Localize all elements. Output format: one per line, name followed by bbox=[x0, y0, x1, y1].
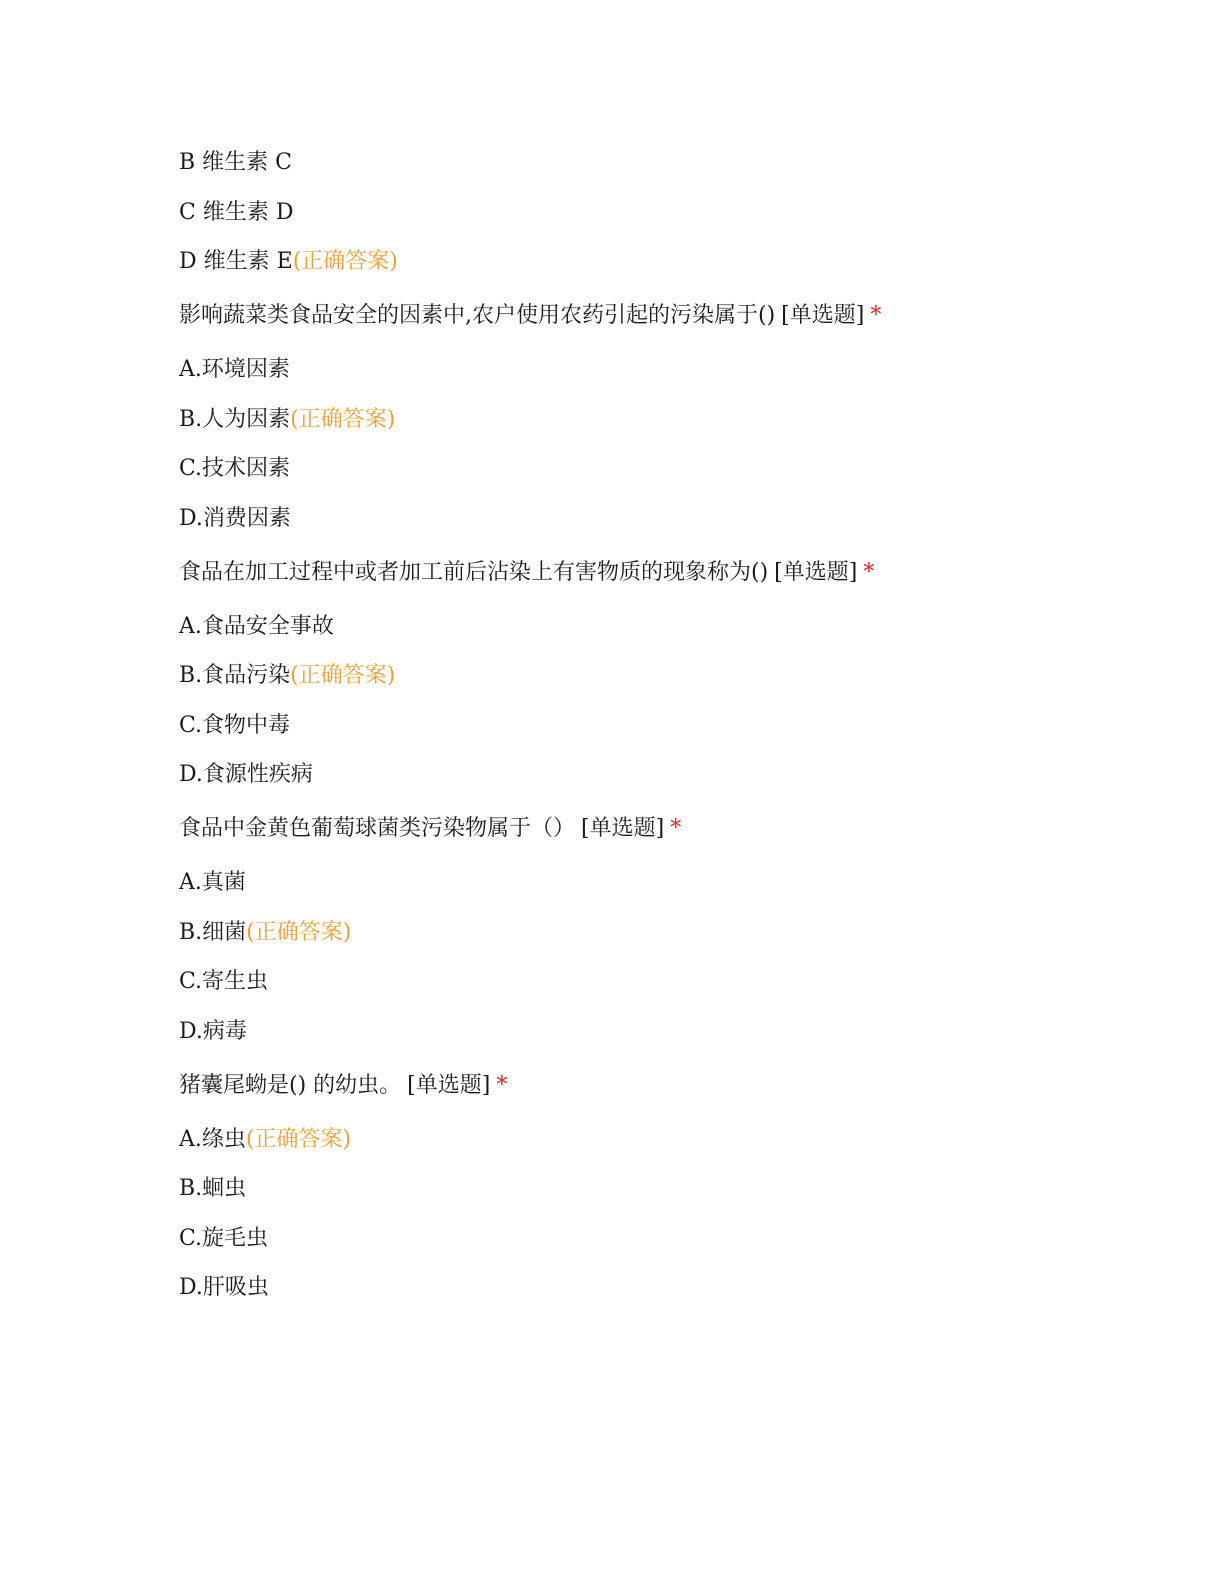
option-text: A.食品安全事故 bbox=[179, 613, 334, 639]
q1-option-a bbox=[179, 353, 1079, 387]
option-text: B.食品污染 bbox=[179, 663, 291, 688]
q4-option-d bbox=[179, 1271, 1079, 1305]
option-text: C.寄生虫 bbox=[179, 969, 269, 994]
correct-answer-tag: (正确答案) bbox=[245, 1126, 352, 1152]
q2-option-b bbox=[179, 659, 1079, 693]
question-type: [单选题] bbox=[407, 1072, 491, 1098]
q1-option-c bbox=[179, 452, 1079, 486]
required-mark: * bbox=[670, 816, 682, 841]
option-continued-c bbox=[179, 196, 1079, 230]
option-text: D.食源性疾病 bbox=[179, 762, 313, 787]
q4-option-b bbox=[179, 1172, 1079, 1206]
q4-option-c bbox=[179, 1222, 1079, 1256]
question-text: 食品在加工过程中或者加工前后沾染上有害物质的现象称为() bbox=[179, 559, 769, 585]
correct-answer-tag: (正确答案) bbox=[290, 663, 396, 688]
correct-answer-tag: (正确答案) bbox=[246, 919, 352, 945]
option-text: D 维生素 E bbox=[179, 249, 293, 274]
question-type: [单选题] bbox=[781, 303, 865, 328]
option-text: D.肝吸虫 bbox=[179, 1275, 269, 1300]
question-1 bbox=[179, 299, 1079, 333]
q4-option-a bbox=[179, 1123, 1079, 1157]
q2-option-a bbox=[179, 610, 1079, 644]
option-continued-d bbox=[179, 245, 1079, 279]
option-text: B.蛔虫 bbox=[179, 1176, 247, 1201]
question-text: 影响蔬菜类食品安全的因素中,农户使用农药引起的污染属于() bbox=[179, 303, 776, 328]
correct-answer-tag: (正确答案) bbox=[292, 249, 398, 274]
question-3 bbox=[179, 812, 1079, 846]
option-continued-b bbox=[179, 146, 1079, 180]
option-text: D.病毒 bbox=[179, 1018, 247, 1044]
q3-option-a bbox=[179, 866, 1079, 900]
option-text: D.消费因素 bbox=[179, 505, 291, 531]
option-text: B.人为因素 bbox=[179, 406, 291, 432]
option-text: A.真菌 bbox=[179, 870, 246, 895]
question-text: 食品中金黄色葡萄球菌类污染物属于（） bbox=[179, 816, 576, 841]
option-text: A.环境因素 bbox=[179, 357, 290, 382]
correct-answer-tag: (正确答案) bbox=[290, 406, 396, 432]
option-text: C.技术因素 bbox=[179, 456, 291, 481]
question-text: 猪囊尾蚴是() 的幼虫。 bbox=[179, 1072, 402, 1098]
option-text: C.食物中毒 bbox=[179, 712, 291, 738]
question-2 bbox=[179, 556, 1079, 590]
option-text: B.细菌 bbox=[179, 919, 247, 945]
q1-option-d bbox=[179, 502, 1079, 536]
question-type: [单选题] bbox=[774, 559, 858, 585]
q1-option-b bbox=[179, 403, 1079, 437]
option-text: A.绦虫 bbox=[179, 1126, 246, 1152]
q2-option-c bbox=[179, 709, 1079, 743]
question-type: [单选题] bbox=[581, 816, 665, 841]
q3-option-d bbox=[179, 1015, 1079, 1049]
required-mark: * bbox=[496, 1072, 508, 1098]
q3-option-c bbox=[179, 965, 1079, 999]
option-text: C 维生素 D bbox=[179, 199, 294, 225]
option-text: C.旋毛虫 bbox=[179, 1225, 269, 1251]
required-mark: * bbox=[870, 303, 882, 328]
option-text: B 维生素 C bbox=[179, 150, 292, 175]
required-mark: * bbox=[863, 559, 875, 585]
question-4 bbox=[179, 1069, 1079, 1103]
q2-option-d bbox=[179, 758, 1079, 792]
q3-option-b bbox=[179, 916, 1079, 950]
survey-page bbox=[179, 146, 1079, 1321]
